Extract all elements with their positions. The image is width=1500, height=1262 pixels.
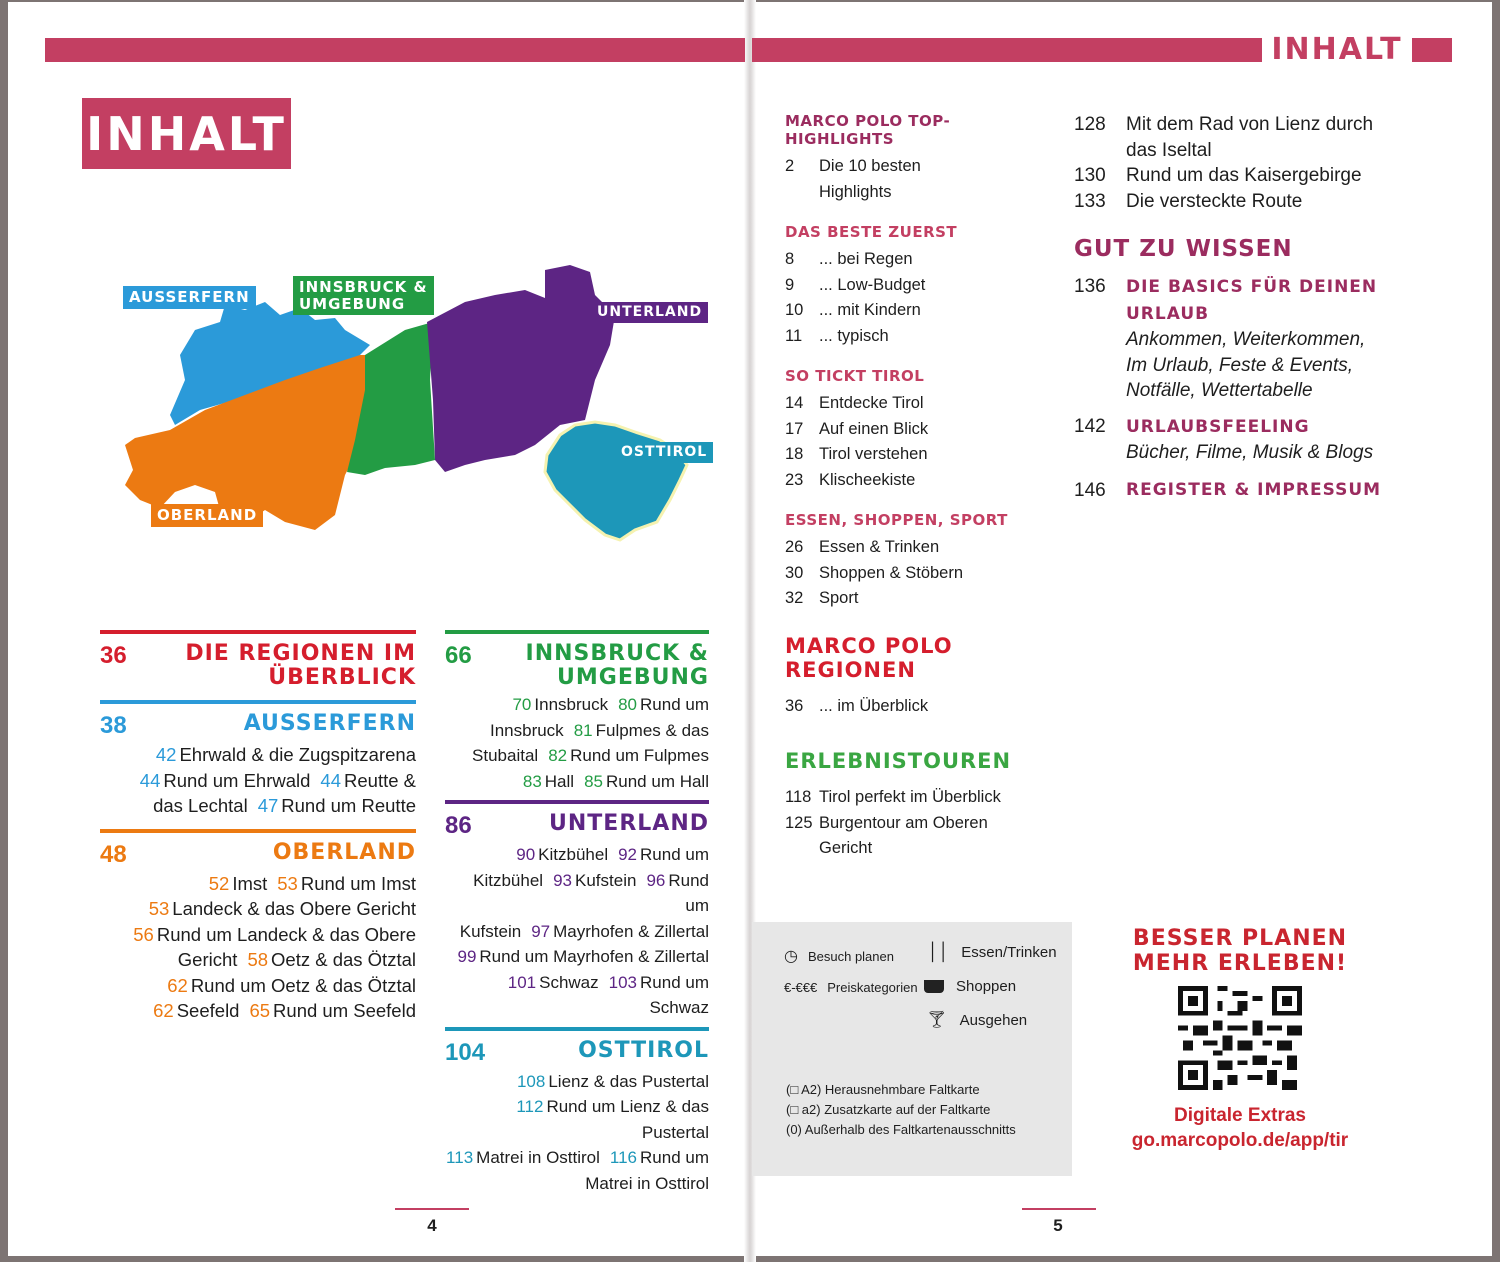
toc-row[interactable] [1074,112,1394,163]
entry-page: 90 [516,845,536,865]
toc-tickt [785,367,1055,493]
toc-row[interactable] [785,298,1055,324]
toc-touren [785,749,1055,862]
entry-page: 47 [257,795,279,817]
entry-link[interactable]: Seefeld [176,1000,240,1022]
section-head [445,642,709,690]
entry-page: 56 [133,923,154,945]
legend-note-2: (□ a2) Zusatzkarte auf der Faltkarte [786,1102,991,1117]
toc-heading[interactable]: ESSEN, SHOPPEN, SPORT [785,511,1008,529]
toc-text: ... im Überblick [819,696,929,715]
toc-page: 30 [785,563,804,582]
toc-col2 [1074,112,1394,503]
toc-row[interactable] [785,154,1055,205]
map-label-ausserfern: AUSSERFERN [123,286,256,309]
entry-link[interactable]: Hall [544,771,575,791]
toc-text [819,811,988,862]
toc-row[interactable] [1074,189,1394,215]
basket-icon [924,980,944,993]
map-label-innsbruck-line2: UMGEBUNG [299,294,406,313]
entry-link[interactable]: Rund um Seefeld [273,1000,416,1022]
qr-code[interactable] [1178,986,1302,1090]
toc-text: ... Low-Budget [819,275,926,294]
entry-link-cont[interactable]: Matrei in Osttirol [585,1173,709,1193]
section-title[interactable]: AUSSERFERN [243,711,416,737]
entry-page: 92 [618,845,638,865]
toc-subhead-l2: URLAUB [1126,303,1210,324]
toc-desc-l2: Im Urlaub, Feste & Events, [1126,354,1354,376]
entry-link[interactable]: Kufstein [575,870,637,890]
legend-ausgehen [926,1010,1027,1030]
section-page[interactable]: 66 [445,642,472,669]
section-head [445,812,709,840]
digital-extras-promo [1100,926,1380,1153]
toc-text-l2: das Iseltal [1126,139,1212,161]
toc-row[interactable] [785,247,1055,273]
toc-text [1126,112,1373,163]
entry-page: 82 [548,746,568,766]
legend-text: Besuch planen [807,948,894,964]
top-bar-left [45,38,745,62]
entry-page: 70 [512,695,532,715]
toc-row[interactable] [785,417,1055,443]
page-title: INHALT [82,98,291,169]
entry-page: 62 [153,1000,174,1022]
section-oberland [100,829,416,1024]
legend-note-3: (0) Außerhalb des Faltkartenausschnitts [786,1122,1016,1137]
entry-page: 103 [608,972,638,992]
toc-heading[interactable]: ERLEBNISTOUREN [785,749,1012,773]
clock-icon: ◷ [784,948,798,965]
entry-page: 53 [277,872,298,894]
toc-essen [785,511,1055,612]
section-title[interactable]: UNTERLAND [549,811,709,837]
entry-page: 58 [247,949,269,971]
toc-row[interactable] [1074,478,1394,504]
section-rule [445,1027,709,1031]
entry-page: 108 [516,1071,546,1091]
toc-page: 133 [1074,190,1106,212]
toc-page: 18 [785,445,804,463]
page-number-line [395,1208,469,1210]
entry-link[interactable]: Reutte & [344,769,416,791]
entry-link[interactable]: Rund um Ehrwald [163,769,311,791]
toc-text-l1: Die 10 besten [819,157,921,175]
section-rule [100,829,416,833]
toc-desc: Bücher, Filme, Musik & Blogs [1126,442,1374,463]
section-ausserfern [100,700,416,819]
entry-page: 44 [139,769,161,791]
entry-link[interactable]: Innsbruck [534,695,609,715]
toc-text-l2: Gericht [819,839,873,857]
section-page[interactable]: 104 [445,1038,486,1066]
entry-page: 96 [646,870,666,890]
section-innsbruck [445,630,709,794]
region-index-col1 [100,630,416,1024]
toc-heading[interactable]: DAS BESTE ZUERST [785,223,958,241]
toc-text: Entdecke Tirol [819,394,924,412]
toc-row[interactable] [785,811,1055,862]
tirol-map [115,260,708,560]
toc-heading-gut-zu-wissen[interactable]: GUT ZU WISSEN [1074,236,1293,262]
toc-row[interactable] [785,694,1055,720]
toc-text: ... bei Regen [819,250,913,268]
entry-link[interactable]: Ehrwald & die Zugspitzarena [179,744,416,766]
entry-link[interactable]: Rund um [640,695,709,715]
legend-text: Shoppen [956,978,1017,995]
section-title[interactable] [526,642,709,690]
section-entries [445,692,709,794]
section-rule [100,630,416,634]
entry-page: 93 [553,870,572,890]
toc-page: 11 [785,326,803,345]
toc-text-l2: Highlights [819,182,892,201]
section-title[interactable]: OBERLAND [272,839,416,865]
promo-digital-extras: Digitale Extras [1174,1105,1306,1126]
section-title-line2: UMGEBUNG [557,665,709,691]
entry-page: 65 [249,1000,271,1022]
toc-page: 10 [785,301,804,319]
entry-link-cont[interactable]: das Lechtal [153,795,248,817]
entry-page: 85 [584,771,603,791]
section-entries [445,842,709,1021]
toc-text: Klischeekiste [819,470,916,489]
page-number-line [1022,1208,1096,1210]
euro-icon: €-€€€ [784,980,818,995]
entry-link[interactable]: Rund um Oetz & das Ötztal [190,974,416,996]
entry-link[interactable]: Rund um Landeck & das Obere [156,923,416,945]
section-rule [100,700,416,704]
toc-row[interactable] [785,586,1055,612]
toc-page: 36 [785,696,804,715]
toc-desc-l1: Ankommen, Weiterkommen, [1126,329,1366,350]
entry-link[interactable]: Matrei in Osttirol [476,1148,600,1168]
legend-besuch [784,946,894,966]
entry-page: 52 [208,872,230,894]
section-page[interactable]: 36 [100,642,127,669]
toc-row[interactable] [785,785,1055,811]
toc-text: ... mit Kindern [819,301,921,319]
entry-link[interactable]: Rund um Schwaz [640,972,709,1018]
legend-essen [928,942,1057,962]
toc-text: Rund um das Kaisergebirge [1126,165,1362,186]
toc-text: Sport [819,589,859,607]
toc-text: Auf einen Blick [819,419,929,438]
toc-subhead: REGISTER & IMPRESSUM [1126,479,1382,500]
region-index-col2 [445,630,709,1196]
cocktail-glass-icon: 🍸︎ [926,1010,948,1029]
section-regionen [100,630,416,690]
entry-link[interactable]: Rund um Hall [606,771,709,791]
entry-link[interactable]: Landeck & das Obere Gericht [172,898,416,920]
entry-link[interactable]: Mayrhofen & Zillertal [553,921,709,941]
section-rule [445,630,709,634]
toc-text: Essen & Trinken [819,538,940,556]
map-label-innsbruck-line1: INNSBRUCK & [299,278,428,296]
page-number-left: 4 [427,1216,437,1235]
entry-page: 113 [446,1148,474,1168]
entry-page: 116 [609,1148,638,1168]
entry-link[interactable]: Rund um Fulpmes [570,746,709,766]
toc-page: 130 [1074,165,1106,186]
toc-row[interactable] [1074,414,1394,466]
entry-link-cont[interactable]: Stubaital [472,746,539,766]
entry-link-cont[interactable]: Kufstein [459,921,522,941]
legend-text: Preiskategorien [827,980,918,995]
section-head [100,841,416,869]
map-label-oberland: OBERLAND [151,504,263,527]
toc-text-l1: Burgentour am Oberen [819,813,988,832]
section-title[interactable] [185,642,416,690]
section-entries [100,742,416,819]
entry-link[interactable]: Schwaz [539,972,599,992]
map-region-osttirol [545,422,687,540]
entry-page: 97 [531,921,551,941]
toc-page: 23 [785,470,804,489]
toc-text [1126,274,1377,404]
toc-row[interactable] [785,468,1055,494]
section-entries [445,1069,709,1197]
running-header: INHALT [1262,24,1412,74]
entry-link[interactable]: Imst [232,872,268,894]
toc-col1 [785,112,1055,862]
entry-page: 80 [618,695,638,715]
section-entries [100,871,416,1024]
map-label-osttirol: OSTTIROL [615,442,713,463]
toc-subhead: URLAUBSFEELING [1126,416,1310,437]
entry-link[interactable]: Rund um Mayrhofen & Zillertal [479,947,709,967]
toc-row[interactable] [785,273,1055,299]
map-label-unterland: UNTERLAND [591,302,708,323]
section-page[interactable]: 48 [100,840,127,868]
legend-preis [784,980,918,995]
toc-text: Shoppen & Stöbern [819,563,964,582]
entry-link[interactable]: Lienz & das Pustertal [548,1071,709,1091]
toc-row[interactable] [785,324,1055,350]
section-title-line2: ÜBERBLICK [268,665,416,691]
toc-zuerst [785,223,1055,349]
toc-row[interactable] [785,442,1055,468]
entry-link-cont[interactable]: Kitzbühel [473,870,544,890]
entry-link[interactable]: Rund um [640,845,709,865]
toc-row[interactable] [1074,163,1394,189]
section-page[interactable]: 86 [445,812,472,840]
toc-text: Die versteckte Route [1126,190,1303,212]
entry-link[interactable]: Rund um Reutte [281,795,416,817]
section-unterland [445,800,709,1021]
entry-page: 42 [155,744,177,766]
toc-page: 136 [1074,276,1106,297]
toc-page: 32 [785,589,804,607]
toc-text: Tirol perfekt im Überblick [819,788,1001,806]
entry-link[interactable]: Rund um [640,1148,709,1168]
entry-link[interactable]: Kitzbühel [538,845,609,865]
section-rule [445,800,709,804]
toc-heading[interactable]: SO TICKT TIROL [785,367,925,385]
toc-text: Tirol verstehen [819,445,928,463]
entry-link[interactable]: Rund um [668,870,709,916]
toc-page: 2 [785,157,795,175]
toc-heading[interactable]: MARCO POLO TOP-HIGHLIGHTS [785,112,951,148]
entry-page: 99 [457,947,477,967]
entry-link[interactable]: Fulpmes & das [595,720,709,740]
legend-shoppen [924,978,1016,995]
entry-link[interactable]: Oetz & das Ötztal [271,949,416,971]
toc-page: 118 [785,788,812,806]
toc-page: 14 [785,394,804,412]
toc-page: 9 [785,275,795,294]
section-title-line1: INNSBRUCK & [525,641,709,666]
toc-page: 125 [785,813,813,832]
section-page[interactable]: 38 [100,712,127,740]
toc-heading[interactable]: MARCO POLO REGIONEN [785,633,953,682]
toc-page: 146 [1074,479,1106,501]
entry-link-cont[interactable]: Gericht [177,949,238,971]
entry-page: 101 [507,972,537,992]
toc-row[interactable] [1074,274,1394,404]
toc-row[interactable] [785,561,1055,587]
entry-link[interactable]: Rund um Imst [300,872,416,894]
toc-page: 8 [785,250,795,268]
section-title[interactable]: OSTTIROL [578,1037,709,1063]
map-label-innsbruck [293,276,434,315]
toc-highlights [785,112,1055,205]
entry-link[interactable]: Rund um Lienz & das Pustertal [546,1097,709,1142]
section-title-line1: DIE REGIONEN IM [185,641,416,666]
entry-page: 53 [148,898,170,920]
section-head [100,642,416,690]
entry-link-cont[interactable]: Innsbruck [489,720,564,740]
entry-page: 83 [522,771,542,791]
toc-row[interactable] [785,535,1055,561]
section-osttirol [445,1027,709,1197]
toc-text-l1: Mit dem Rad von Lienz durch [1126,114,1374,135]
toc-text [819,154,921,205]
toc-page: 17 [785,419,804,438]
page-number-right: 5 [1053,1216,1063,1235]
legend-box [752,922,1072,1176]
legend-text: Ausgehen [959,1011,1028,1029]
entry-page: 62 [167,974,188,996]
entry-page: 81 [573,720,593,740]
toc-text [1126,414,1373,466]
entry-page: 112 [516,1097,544,1117]
section-head [100,712,416,740]
promo-headline-2: MEHR ERLEBEN! [1132,951,1348,976]
section-head [445,1039,709,1067]
toc-page: 26 [785,538,804,556]
toc-desc-l3: Notfälle, Wettertabelle [1126,380,1313,401]
entry-page: 44 [320,769,341,791]
toc-page: 142 [1074,415,1106,437]
cutlery-icon: ││ [928,942,950,961]
toc-text: ... typisch [819,326,889,345]
legend-note-1: (□ A2) Herausnehmbare Faltkarte [786,1082,980,1097]
legend-text: Essen/Trinken [961,943,1057,961]
promo-url-link[interactable]: go.marcopolo.de/app/tir [1131,1130,1349,1151]
toc-page: 128 [1074,114,1106,135]
toc-regionen [785,634,1055,720]
toc-subhead-l1: DIE BASICS FÜR DEINEN [1126,277,1378,297]
promo-headline-1: BESSER PLANEN [1132,926,1348,951]
toc-row[interactable] [785,391,1055,417]
